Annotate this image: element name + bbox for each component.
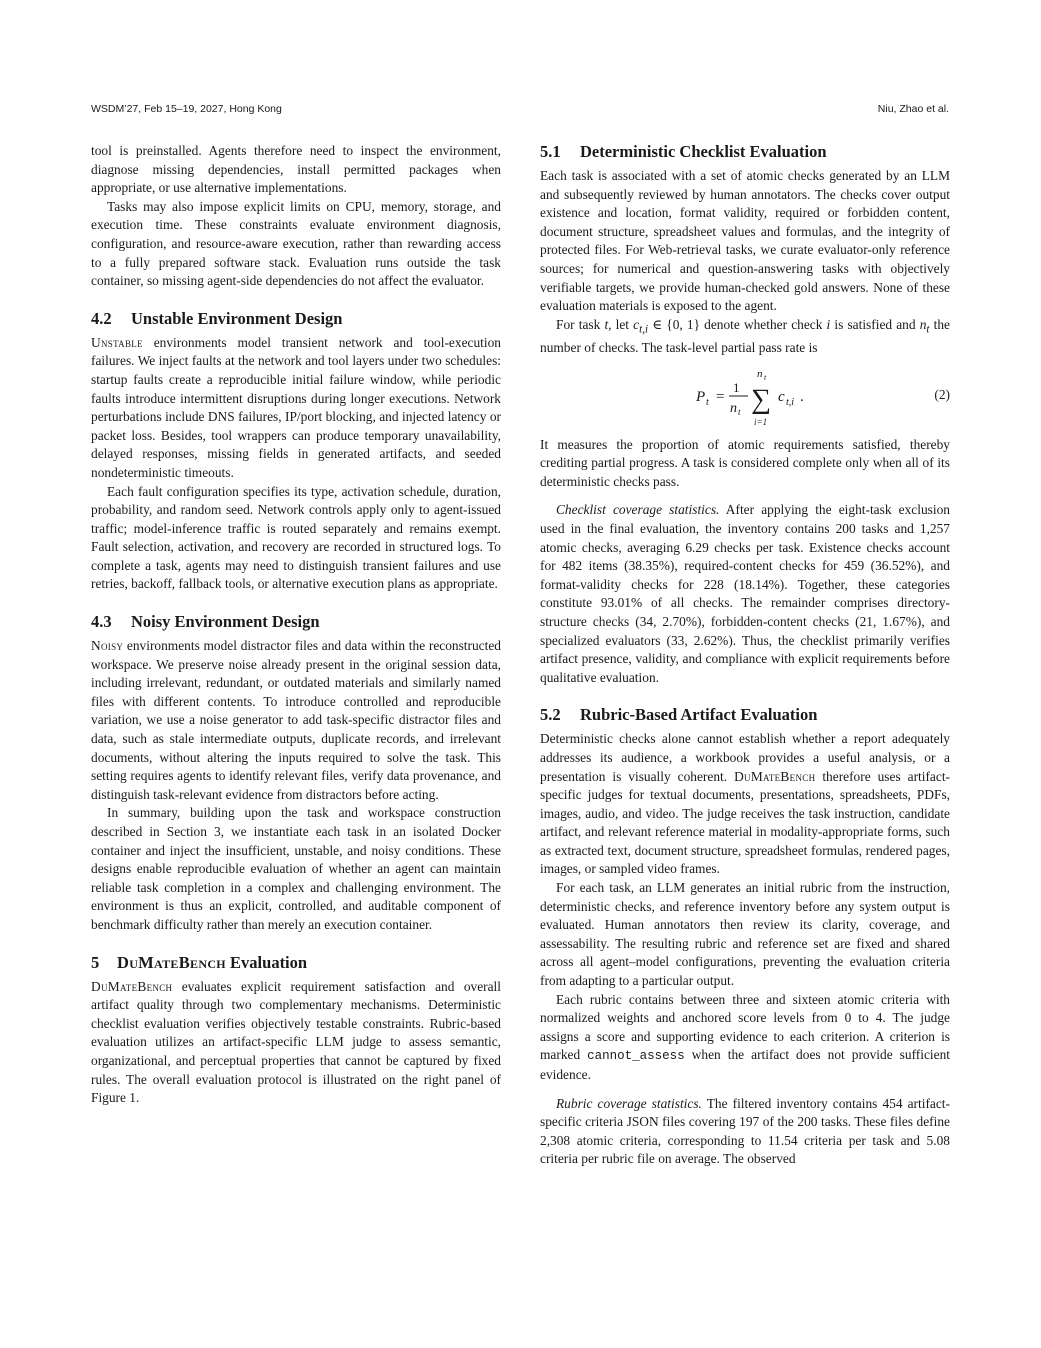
svg-text:∑: ∑ — [751, 383, 771, 415]
svg-text:=: = — [716, 388, 725, 405]
paragraph-unstable-2: Each fault configuration specifies its type, activation schedule, duration, probability, and random seed. Network controls apply only to agent-issued traffic; model-inference traffic is routed separately and remains exempt. Fault selection, activation, and recovery are recorded in structured logs. To complete a task, agents may need to distinguish transient failures and use retries, backoff, fallback tools, or alternative execution plans as appropriate. — [91, 483, 501, 592]
equation-2 — [540, 364, 950, 432]
section-heading-4-3: 4.3 Noisy Environment Design — [91, 612, 320, 632]
svg-text:i=1: i=1 — [754, 416, 768, 427]
term-dumatebench-2: DuMateBench — [734, 768, 816, 784]
svg-text:t: t — [738, 406, 741, 417]
paragraph-checklist-stats: Checklist coverage statistics. After applying the eight-task exclusion used in the final evaluation, the inventory contains 200 tasks and 1,257 atomic checks, averaging 6.29 checks per task. Existence checks account for 482 items (38.35%), required-content checks for 459 (36.52%), and format-validity checks for 228 (18.14%). Together, these categories constitute 93.01% of all checks. The remainder comprises directory-structure checks (34, 2.70%), forbidden-content checks (21, 1.67%), and specialized evaluators (33, 2.62%). Thus, the checklist primarily verifies artifact presence, validity, and compliance with explicit requirements before qualitative evaluation. — [540, 502, 950, 685]
running-head-venue: WSDM’27, Feb 15–19, 2027, Hong Kong — [91, 103, 282, 115]
svg-text:1: 1 — [733, 379, 740, 395]
svg-text:t,i: t,i — [786, 396, 795, 408]
svg-text:.: . — [800, 388, 804, 405]
paragraph-heading-rubric-stats: Rubric coverage statistics. — [556, 1095, 702, 1111]
right-column — [540, 142, 950, 1169]
running-head-authors: Niu, Zhao et al. — [877, 103, 949, 115]
term-noisy: Noisy — [91, 638, 124, 654]
svg-text:n: n — [730, 400, 737, 416]
left-column — [91, 142, 501, 1108]
paragraph-rubric-2: For each task, an LLM generates an initial rubric from the instruction, deterministic checks, and reference inventory before any system output is evaluated. Human annotators then review its clarity, coverage, and assessability. The resulting rubric and reference set are fixed and shared across all agent–model configurations, preventing the evaluation criteria from adapting to a particular output. — [540, 880, 950, 989]
paragraph-checklist-3: It measures the proportion of atomic requirements satisfied, thereby crediting partial progress. A task is considered complete only when all of its deterministic checks pass. — [540, 436, 950, 489]
paragraph-resource-limits: Tasks may also impose explicit limits on CPU, memory, storage, and execution time. These constraints evaluate environment diagnosis, configuration, and resource-aware execution, rather than rewarding access to a fully prepared software stack. Evaluation runs outside the task container, so missing agent-side dependencies do not affect the evaluator. — [91, 198, 501, 289]
section-heading-5: 5 DuMateBench Evaluation — [91, 952, 308, 972]
paragraph-continued: tool is preinstalled. Agents therefore need to inspect the environment, diagnose missing dependencies, install permitted packages when appropriate, or use alternative implementations. — [91, 143, 501, 196]
section-heading-5-2: 5.2 Rubric-Based Artifact Evaluation — [540, 705, 818, 725]
equation-number: (2) — [934, 386, 950, 402]
paragraph-unstable-1: Unstable environments model transient network and tool-execution failures. We inject faults at the network and tool layers under two schedules: startup faults create a reproducible initial failure window, while periodic faults introduce intermittent disruptions during longer executions. Network perturbations include DNS failures, IP/port blocking, and injected latency or packet loss. Besides, tool wrappers can produce temporary unavailability, delayed responses, missing fields in generated artifacts, and seeded nondeterministic timeouts. — [91, 334, 501, 480]
paragraph-evaluation-intro: DuMateBench evaluates explicit requirement satisfaction and overall artifact quality through two complementary mechanisms. Deterministic checklist evaluation verifies objectively testable constraints. Rubric-based evaluation utilizes an artifact-specific LLM judge to assess semantic, organizational, and perceptual properties that cannot be captured by fixed rules. The overall evaluation protocol is illustrated on the right panel of Figure 1. — [91, 978, 501, 1106]
svg-text:t: t — [706, 396, 709, 408]
paragraph-rubric-3: Each rubric contains between three and sixteen atomic criteria with normalized weights and anchored score levels from 0 to 4. The judge assigns a score and supporting evidence to each criterion. A criterion is marked cannot_assess when the artifact does not provide sufficient evidence. — [540, 991, 950, 1083]
equation-2-formula — [690, 364, 820, 432]
term-dumatebench: DuMateBench — [91, 978, 173, 994]
running-head — [91, 103, 949, 115]
svg-text:c: c — [778, 388, 785, 405]
paragraph-checklist-2: For task t, let $c_{t,i}$ ∈ {0, 1} denote whether check i is satisfied and $n_t$ the number of checks. The task-level partial pass rate is — [540, 316, 950, 356]
section-heading-5-1: 5.1 Deterministic Checklist Evaluation — [540, 142, 827, 161]
paragraph-noisy-1: Noisy environments model distractor files and data within the reconstructed workspace. We preserve noise already present in the original session data, including irrelevant, redundant, or outdated materials and similarly named files with different contents. To introduce controlled and reproducible variation, we use a noise generator to add task-specific distractor files and data, such as stale intermediate outputs, duplicate records, and irrelevant documents, without altering the inputs required to solve the task. This setting requires agents to identify relevant files, verify data provenance, and distinguish task-relevant evidence from distractors before acting. — [91, 638, 501, 802]
paragraph-rubric-stats: Rubric coverage statistics. The filtered inventory contains 454 artifact-specific criteria JSON files covering 197 of the 200 tasks. These files define 2,308 atomic criteria, corresponding to 11.54 criteria per task and 5.08 criteria per rubric file on average. The observed — [540, 1095, 950, 1167]
svg-text:t: t — [764, 372, 767, 382]
svg-text:n: n — [757, 367, 763, 380]
paragraph-noisy-2: In summary, building upon the task and workspace construction described in Section 3, we instantiate each task in an isolated Docker container and inject the insufficient, unstable, and noisy conditions. These designs enable reproducible evaluation of whether an agent can maintain reliable task completion in a complex and challenging environment. The environment is thus an explicit, controlled, and auditable component of benchmark difficulty rather than merely an execution container. — [91, 805, 501, 932]
paragraph-checklist-1: Each task is associated with a set of atomic checks generated by an LLM and subsequently reviewed by human annotators. The checks cover output existence and location, format validity, required or forbidden content, document structure, spreadsheet values and formulas, and the integrity of protected files. For Web-retrieval tasks, we curate evaluator-only reference sources; for numerical and question-answering tasks with objectively verifiable targets, we provide human-checked gold answers. None of these evaluation materials is exposed to the agent. — [540, 168, 950, 314]
paragraph-rubric-1: Deterministic checks alone cannot establish whether a report adequately addresses its audience, a workbook provides a useful analysis, or a presentation is visually coherent. DuMateBench therefore uses artifact-specific judges for textual documents, presentations, spreadsheets, PDFs, images, audio, and video. The judge receives the task instruction, candidate artifact, and relevant reference material in modality-appropriate forms, such as extracted text, document structure, spreadsheet formulas, rendered pages, images, or sampled video frames. — [540, 731, 950, 877]
term-unstable: Unstable — [91, 334, 143, 350]
svg-text:P: P — [696, 388, 706, 405]
paragraph-heading-checklist-stats: Checklist coverage statistics. — [556, 502, 720, 518]
section-heading-4-2: 4.2 Unstable Environment Design — [91, 308, 343, 328]
code-cannot-assess: cannot_assess — [587, 1049, 685, 1064]
